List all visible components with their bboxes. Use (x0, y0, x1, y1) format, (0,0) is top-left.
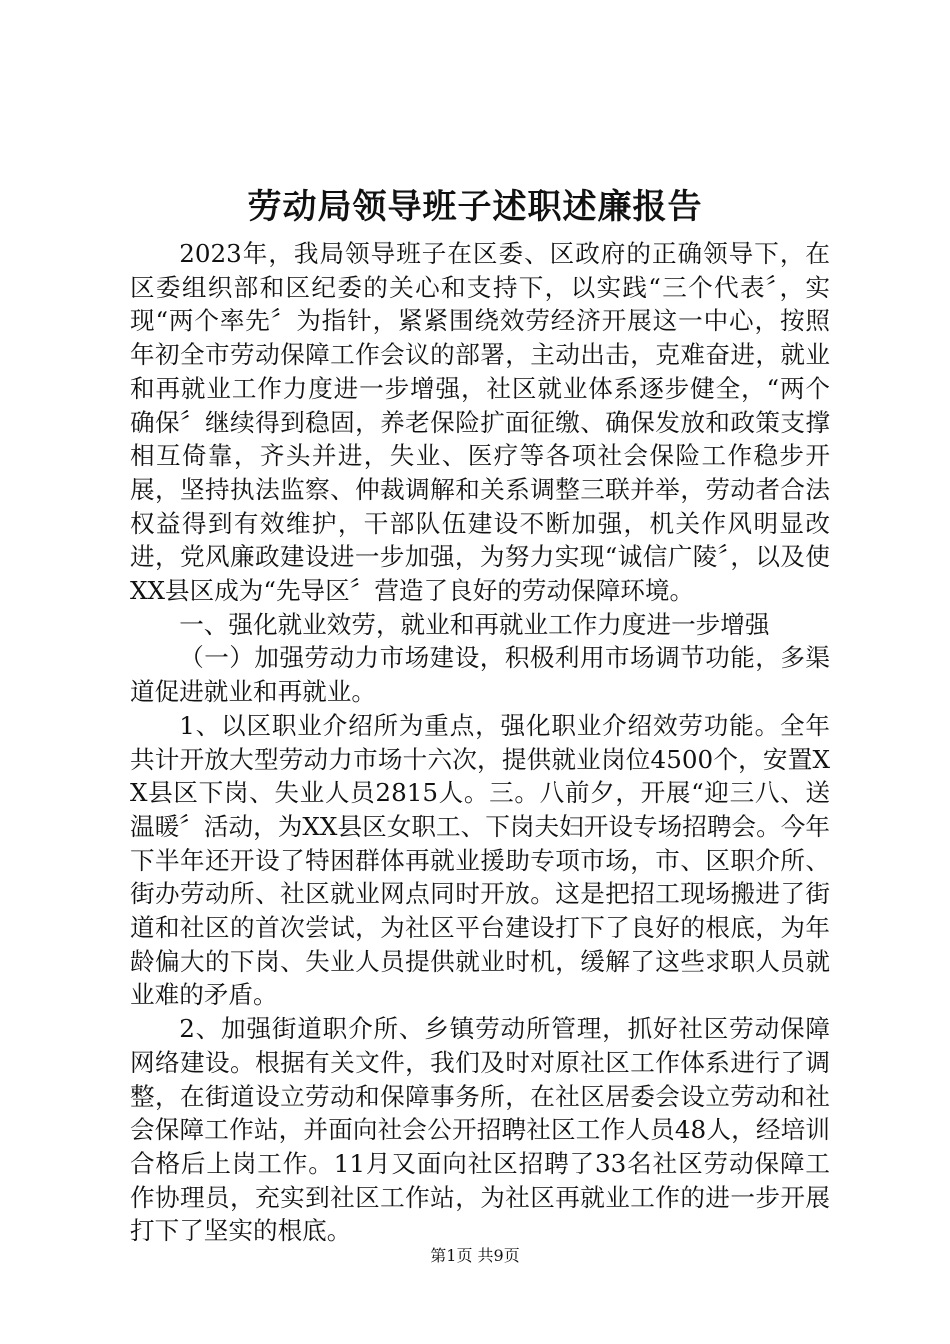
paragraph-intro: 2023年，我局领导班子在区委、区政府的正确领导下，在区委组织部和区纪委的关心和支持下，以实践“三个代表〞，实现“两个率先〞为指针，紧紧围绕效劳经济开展这一中心，按照年初全市劳动保障工作会议的部署，主动出击，克难奋进，就业和再就业工作力度进一步增强，社区就业体系逐步健全，“两个确保〞继续得到稳固，养老保险扩面征缴、确保发放和政策支撑相互倚靠，齐头并进，失业、医疗等各项社会保险工作稳步开展，坚持执法监察、仲裁调解和关系调整三联并举，劳动者合法权益得到有效维护，干部队伍建设不断加强，机关作风明显改进，党风廉政建设进一步加强，为努力实现“诚信广陵〞，以及使XX县区成为“先导区〞营造了良好的劳动保障环境。 (130, 239, 830, 606)
paragraph-item-1: 1、以区职业介绍所为重点，强化职业介绍效劳功能。全年共计开放大型劳动力市场十六次，提供就业岗位4500个，安置XX县区下岗、失业人员2815人。三。八前夕，开展“迎三八、送温暖〞活动，为XX县区女职工、下岗夫妇开设专场招聘会。今年下半年还开设了特困群体再就业援助专项市场，市、区职介所、街办劳动所、社区就业网点同时开放。这是把招工现场搬进了街道和社区的首次尝试，为社区平台建设打下了良好的根底，为年龄偏大的下岗、失业人员提供就业时机，缓解了这些求职人员就业难的矛盾。 (130, 710, 830, 1010)
paragraph-item-2: 2、加强街道职介所、乡镇劳动所管理，抓好社区劳动保障网络建设。根据有关文件，我们及时对原社区工作体系进行了调整，在街道设立劳动和保障事务所，在社区居委会设立劳动和社会保障工作站，并面向社会公开招聘社区工作人员48人，经培训合格后上岗工作。11月又面向社区招聘了33名社区劳动保障工作协理员，充实到社区工作站，为社区再就业工作的进一步开展打下了坚实的根底。 (130, 1014, 830, 1246)
section-heading-1: 一、强化就业效劳，就业和再就业工作力度进一步增强 (179, 609, 770, 639)
document-title: 劳动局领导班子述职述廉报告 (247, 187, 703, 227)
page-number-footer: 第1页 共9页 (430, 1246, 520, 1265)
document-body (130, 237, 830, 1248)
subsection-heading-1: （一）加强劳动力市场建设，积极利用市场调节功能，多渠道促进就业和再就业。 (130, 643, 830, 707)
